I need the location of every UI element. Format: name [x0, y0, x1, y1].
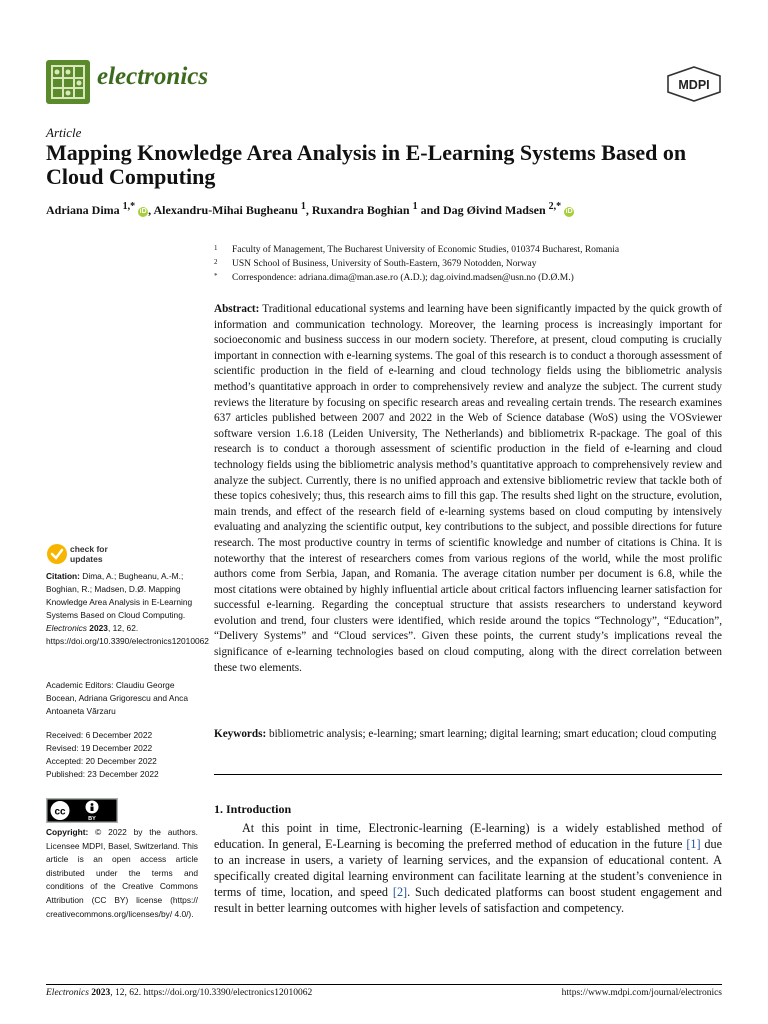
journal-name: electronics	[97, 63, 209, 90]
affiliations	[214, 243, 734, 285]
affiliation-number: *	[214, 272, 218, 280]
affiliation-number: 2	[214, 258, 218, 266]
received-date: Received: 6 December 2022	[46, 730, 153, 740]
footer-journal: Electronics	[46, 988, 89, 998]
citation-year: 2023	[89, 623, 108, 634]
mdpi-logo-icon	[666, 66, 722, 102]
citation-doi[interactable]: , 12, 62. https://doi.org/10.3390/electronics12010062	[46, 623, 209, 647]
paper-title: Mapping Knowledge Area Analysis in E-Learning Systems Based on Cloud Computing	[46, 140, 687, 189]
author-affiliation-mark: 2,*	[548, 201, 562, 212]
cc-label: cc	[54, 806, 66, 818]
affiliation-text: USN School of Business, University of South-Eastern, 3679 Notodden, Norway	[232, 259, 537, 269]
citation-journal: Electronics	[46, 623, 87, 634]
citation-label: Citation:	[46, 571, 80, 581]
accepted-date: Accepted: 20 December 2022	[46, 756, 157, 767]
check-updates-line: check for	[70, 544, 108, 554]
citation-text: Dima, A.; Bugheanu, A.-M.; Boghian, R.; Madsen, D.Ø. Mapping Knowledge Area Analysis in E-Learning Systems Based on Cloud Computing.	[46, 571, 193, 621]
intro-paragraph	[214, 820, 722, 916]
check-updates-icon	[46, 543, 68, 565]
section-heading: 1. Introduction	[214, 802, 292, 816]
publication-dates	[46, 729, 198, 781]
author-affiliation-mark: 1	[300, 201, 306, 212]
check-updates-label	[70, 544, 108, 564]
keywords-text: bibliometric analysis; e-learning; smart learning; digital learning; smart education; cloud computing	[269, 728, 717, 740]
copyright-label: Copyright:	[46, 827, 89, 837]
affiliation-item	[214, 257, 734, 271]
citation-block	[46, 570, 209, 649]
author-name[interactable]: Dag Øivind Madsen	[442, 203, 546, 217]
citation-link[interactable]: [2]	[392, 885, 408, 899]
copyright-notice	[46, 826, 198, 921]
footer-doi[interactable]: , 12, 62. https://doi.org/10.3390/electronics12010062	[110, 988, 313, 998]
orcid-icon[interactable]: iD	[139, 208, 147, 215]
keywords	[214, 727, 722, 743]
author-name[interactable]: Ruxandra Boghian	[311, 203, 410, 217]
cc-by-license-icon[interactable]	[46, 798, 118, 823]
affiliation-item	[214, 271, 734, 285]
revised-date: Revised: 19 December 2022	[46, 743, 153, 754]
author-affiliation-mark: 1	[412, 201, 418, 212]
footer-divider	[46, 984, 722, 985]
keywords-label: Keywords:	[214, 728, 267, 740]
author-list: Adriana Dima $^{1,*}$ iD , Alexandru-Mihai Bugheanu $^1$, Ruxandra Boghian $^1$ and Dag Øivind Madsen $^{2,*}$ iD	[46, 201, 573, 217]
footer-journal-url[interactable]: https://www.mdpi.com/journal/electronics	[561, 988, 722, 998]
affiliation-text: Faculty of Management, The Bucharest University of Economic Studies, 010374 Bucharest, Romania	[232, 245, 620, 255]
published-date: Published: 23 December 2022	[46, 769, 159, 780]
article-type: Article	[46, 125, 82, 140]
footer-year: 2023	[91, 988, 111, 998]
footer-citation	[46, 988, 312, 998]
affiliation-item	[214, 243, 734, 257]
abstract-text: Traditional educational systems and learning have been significantly impacted by the quick growth of information and communication technology. Moreover, the learning process is increasingly important for socioeconomic and business success in our modern society. Therefore, at present, cloud computing is crucially important in connection with e-learning systems. The goal of this research is to conduct a thorough assessment of scientific production in the field of e-learning and cloud technology fields using the bibliometric analysis method’s quantitative approach in order to comprehensively review and analyze the subject. The current study reviews the literature by focusing on specific research areas and revealing certain trends. The research examines 637 articles published between 2007 and 2022 in the Web of Science database (WoS) using the VOSviewer software version 1.6.18 (Leiden University, The Netherlands) and bibliometrix R-package. The goal of this research is to conduct a thorough assessment of scientific production in the field of e-learning and cloud technology fields using the bibliometric analysis method’s quantitative approach to comprehensively review and analyze the subject. Currently, there is no unified approach and extensive bibliometric review that tackle both of these topics cohesively; thus, this research aims to fill this gap. The results shed light on the structure, evolution, main trends, and effect of the research field of e-learning systems based on cloud computing by intensively evaluating and analyzing the scientific output, key contributions to the subject, and possible directions for future research. The most productive country in terms of scientific knowledge and number of citations is China. It is noteworthy that the interest of researchers comes from various regions of the world, while the most prolific authors come from Serbia, Japan, and Romania. The average citation number per document is 6.8, while the most citations were obtained by highly influential article about critical factors influencing learner satisfaction for successful e-learning. Regarding the conceptual structure that assists researchers to understand keyword evolution and trend, four clusters were identified, which reside around the topics “Technology”, “Education”, “Delivery Systems” and “Cloud services”. Given these points, the current study’s implications reveal the significance of e-learning technologies based on cloud computing, along with the direct correlation between these two elements.	[214, 303, 722, 674]
citation-link[interactable]: [1]	[686, 837, 701, 851]
intro-text: due to an increase in users, a variety of learning services, and the expansion of educational content. A specifically created digital learning environment can facilitate learning at the student’s convenience in terms of time, location, and speed	[214, 837, 722, 899]
journal-logo-icon	[46, 60, 90, 104]
copyright-text: © 2022 by the authors. Licensee MDPI, Basel, Switzerland. This article is an open access article distributed under the terms and conditions of the Creative Commons Attribution (CC BY) license (https:// creativecommons.org/licenses/by/ 4.0/).	[46, 827, 199, 919]
section-divider	[214, 774, 722, 775]
author-affiliation-mark: 1,*	[122, 201, 136, 212]
check-updates-line: updates	[70, 554, 103, 564]
intro-text: At this point in time, Electronic-learning (E-learning) is a widely established method of education. In general, E-Learning is becoming the preferred method of education in the future	[214, 821, 722, 851]
author-name[interactable]: Adriana Dima	[46, 203, 120, 217]
publisher-name: MDPI	[678, 78, 710, 92]
intro-text: . Such dedicated platforms can boost student engagement and result in better learning outcomes with higher levels of satisfaction and competency.	[214, 885, 722, 915]
affiliation-number: 1	[214, 244, 218, 252]
abstract-label: Abstract:	[214, 303, 260, 315]
orcid-icon[interactable]: iD	[565, 208, 573, 215]
correspondence-text[interactable]: Correspondence: adriana.dima@man.ase.ro (A.D.); dag.oivind.madsen@usn.no (D.Ø.M.)	[232, 273, 574, 283]
academic-editors: Academic Editors: Claudiu George Bocean, Adriana Grigorescu and Anca Antoaneta Vărzaru	[46, 680, 189, 717]
abstract	[214, 302, 722, 676]
by-label: BY	[88, 816, 96, 822]
check-for-updates-button[interactable]	[46, 541, 146, 567]
author-name[interactable]: Alexandru-Mihai Bugheanu	[153, 203, 298, 217]
